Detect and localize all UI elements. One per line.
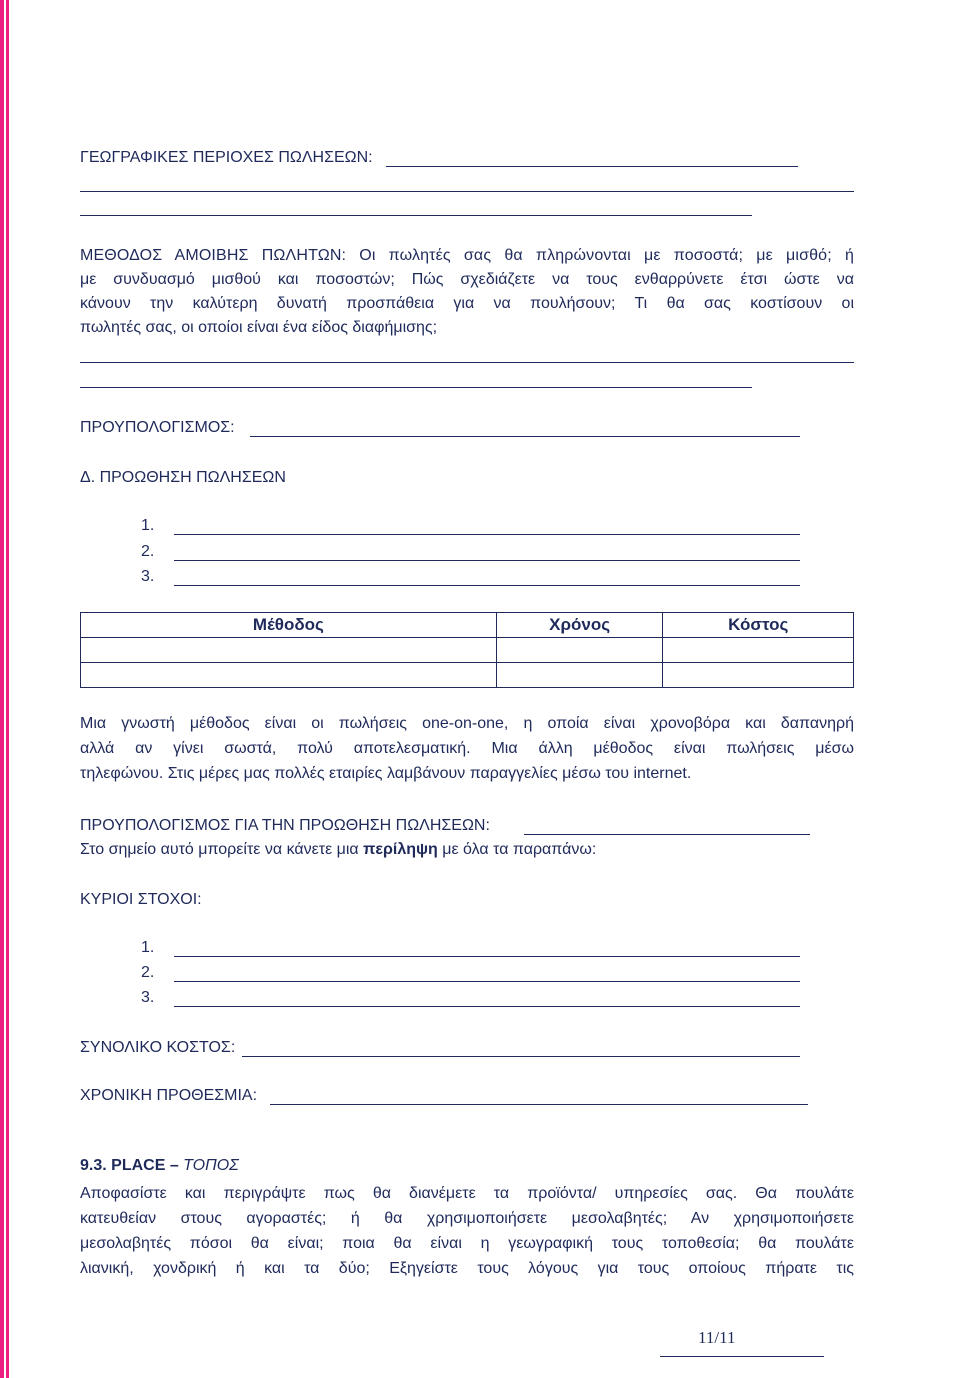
document-page (80, 0, 854, 1378)
geo-areas-field (80, 148, 373, 168)
promo-budget-field (80, 816, 490, 836)
promo-budget-label: ΠΡΟΥΠΟΛΟΓΙΣΜΟΣ ΓΙΑ ΤΗΝ ΠΡΟΩΘΗΣΗ ΠΩΛΗΣΕΩΝ: (80, 817, 490, 834)
place-line: κατευθείαν στους αγοραστές; ή θα χρησιμοποιήσετε μεσολαβητές; Αν χρησιμοποιήσετε (80, 1210, 854, 1227)
place-heading-title: PLACE (111, 1157, 166, 1174)
deadline-label: ΧΡΟΝΙΚΗ ΠΡΟΘΕΣΜΙΑ: (80, 1087, 258, 1104)
compensation-line: πωλητές σας, οι οποίοι είναι ένα είδος διαφήμισης; (80, 319, 438, 336)
compensation-paragraph (80, 246, 854, 342)
goal-item-blank[interactable] (174, 988, 800, 1007)
place-paragraph (80, 1184, 854, 1284)
table-cell[interactable] (81, 663, 497, 688)
geo-areas-blank-2[interactable] (80, 191, 854, 192)
page-number: 11/11 (698, 1328, 736, 1347)
promotion-heading-text: Δ. ΠΡΟΩΘΗΣΗ ΠΩΛΗΣΕΩΝ (80, 469, 286, 486)
table-cell[interactable] (496, 638, 663, 663)
goal-item-number: 2. (141, 964, 155, 981)
summary-text-before: Στο σημείο αυτό μπορείτε να κάνετε μια (80, 841, 364, 858)
total-cost-blank[interactable] (242, 1056, 800, 1057)
place-heading-dash: – (165, 1157, 184, 1174)
promotion-item-number: 2. (141, 543, 155, 560)
place-line: μεσολαβητές πόσοι θα είναι; ποια θα είναι η γεωγραφική τους τοποθεσία; θα πουλάτε (80, 1235, 854, 1252)
deadline-field (80, 1086, 257, 1106)
geo-areas-blank-3[interactable] (80, 215, 752, 216)
table-header-cell: Χρόνος (496, 613, 663, 638)
promotion-item-number: 1. (141, 517, 155, 534)
promo-budget-blank[interactable] (524, 834, 810, 835)
deadline-blank[interactable] (270, 1104, 808, 1105)
goal-item-number: 1. (141, 939, 155, 956)
promotion-item-number: 3. (141, 568, 155, 585)
place-heading-number: 9.3. (80, 1157, 107, 1174)
promotion-item (80, 516, 854, 536)
table-row (81, 638, 854, 663)
place-heading-subtitle: ΤΟΠΟΣ (183, 1157, 239, 1174)
footer-rule (660, 1356, 824, 1357)
table-header-cell: Κόστος (663, 613, 854, 638)
table-cell[interactable] (496, 663, 663, 688)
methods-line: αλλά αν γίνει σωστά, πολύ αποτελεσματική. Μια άλλη μέθοδος είναι πωλήσεις μέσω (80, 740, 854, 757)
compensation-blank-2[interactable] (80, 387, 752, 388)
promotion-item (80, 567, 854, 587)
page-border-accent (0, 0, 9, 1378)
compensation-line: κάνουν την καλύτερη δυνατή προσπάθεια για να πουλήσουν; Τι θα σας κοστίσουν οι (80, 295, 854, 312)
geo-areas-blank-1[interactable] (386, 166, 798, 167)
goal-item-blank[interactable] (174, 963, 800, 982)
summary-text-after: με όλα τα παραπάνω: (437, 841, 597, 858)
promotion-heading (80, 468, 286, 488)
goal-item (80, 938, 854, 958)
place-line: Αποφασίστε και περιγράψτε πως θα διανέμετε τα προϊόντα/ υπηρεσίες σας. Θα πουλάτε (80, 1185, 854, 1202)
geo-areas-label: ΓΕΩΓΡΑΦΙΚΕΣ ΠΕΡΙΟΧΕΣ ΠΩΛΗΣΕΩΝ: (80, 149, 373, 166)
promotion-item (80, 542, 854, 562)
table-header-row (81, 613, 854, 638)
table-row (81, 663, 854, 688)
budget-blank[interactable] (250, 436, 800, 437)
promotion-item-blank[interactable] (174, 567, 800, 586)
compensation-line: με συνδυασμό μισθού και ποσοστών; Πώς σχεδιάζετε να τους ενθαρρύνετε έτσι ώστε να (80, 271, 854, 288)
total-cost-field (80, 1038, 235, 1058)
compensation-blank-1[interactable] (80, 362, 854, 363)
goal-item-blank[interactable] (174, 938, 800, 957)
goal-item-number: 3. (141, 989, 155, 1006)
promotion-item-blank[interactable] (174, 542, 800, 561)
budget-field (80, 418, 235, 438)
methods-line: Μια γνωστή μέθοδος είναι οι πωλήσεις one-on-one, η οποία είναι χρονοβόρα και δαπανηρή (80, 715, 854, 732)
table-cell[interactable] (663, 638, 854, 663)
place-heading (80, 1156, 239, 1176)
compensation-line: ΜΕΘΟΔΟΣ ΑΜΟΙΒΗΣ ΠΩΛΗΤΩΝ: Οι πωλητές σας θα πληρώνονται με ποσοστά; με μισθό; ή (80, 247, 854, 264)
summary-line (80, 840, 596, 860)
place-line: λιανική, χονδρική ή και τα δύο; Εξηγείστε τους λόγους για τους οποίους πήρατε τις (80, 1260, 854, 1277)
methods-line: τηλεφώνου. Στις μέρες μας πολλές εταιρίες λαμβάνουν παραγγελίες μέσω του internet. (80, 765, 692, 782)
promotion-methods-table (80, 612, 854, 688)
goals-label: ΚΥΡΙΟΙ ΣΤΟΧΟΙ: (80, 891, 202, 908)
goal-item (80, 988, 854, 1008)
summary-text-bold: περίληψη (363, 841, 438, 858)
methods-paragraph (80, 714, 854, 789)
goal-item (80, 963, 854, 983)
table-header-cell: Μέθοδος (81, 613, 497, 638)
table-cell[interactable] (663, 663, 854, 688)
promotion-item-blank[interactable] (174, 516, 800, 535)
table-cell[interactable] (81, 638, 497, 663)
budget-label: ΠΡΟΥΠΟΛΟΓΙΣΜΟΣ: (80, 419, 235, 436)
total-cost-label: ΣΥΝΟΛΙΚΟ ΚΟΣΤΟΣ: (80, 1039, 236, 1056)
